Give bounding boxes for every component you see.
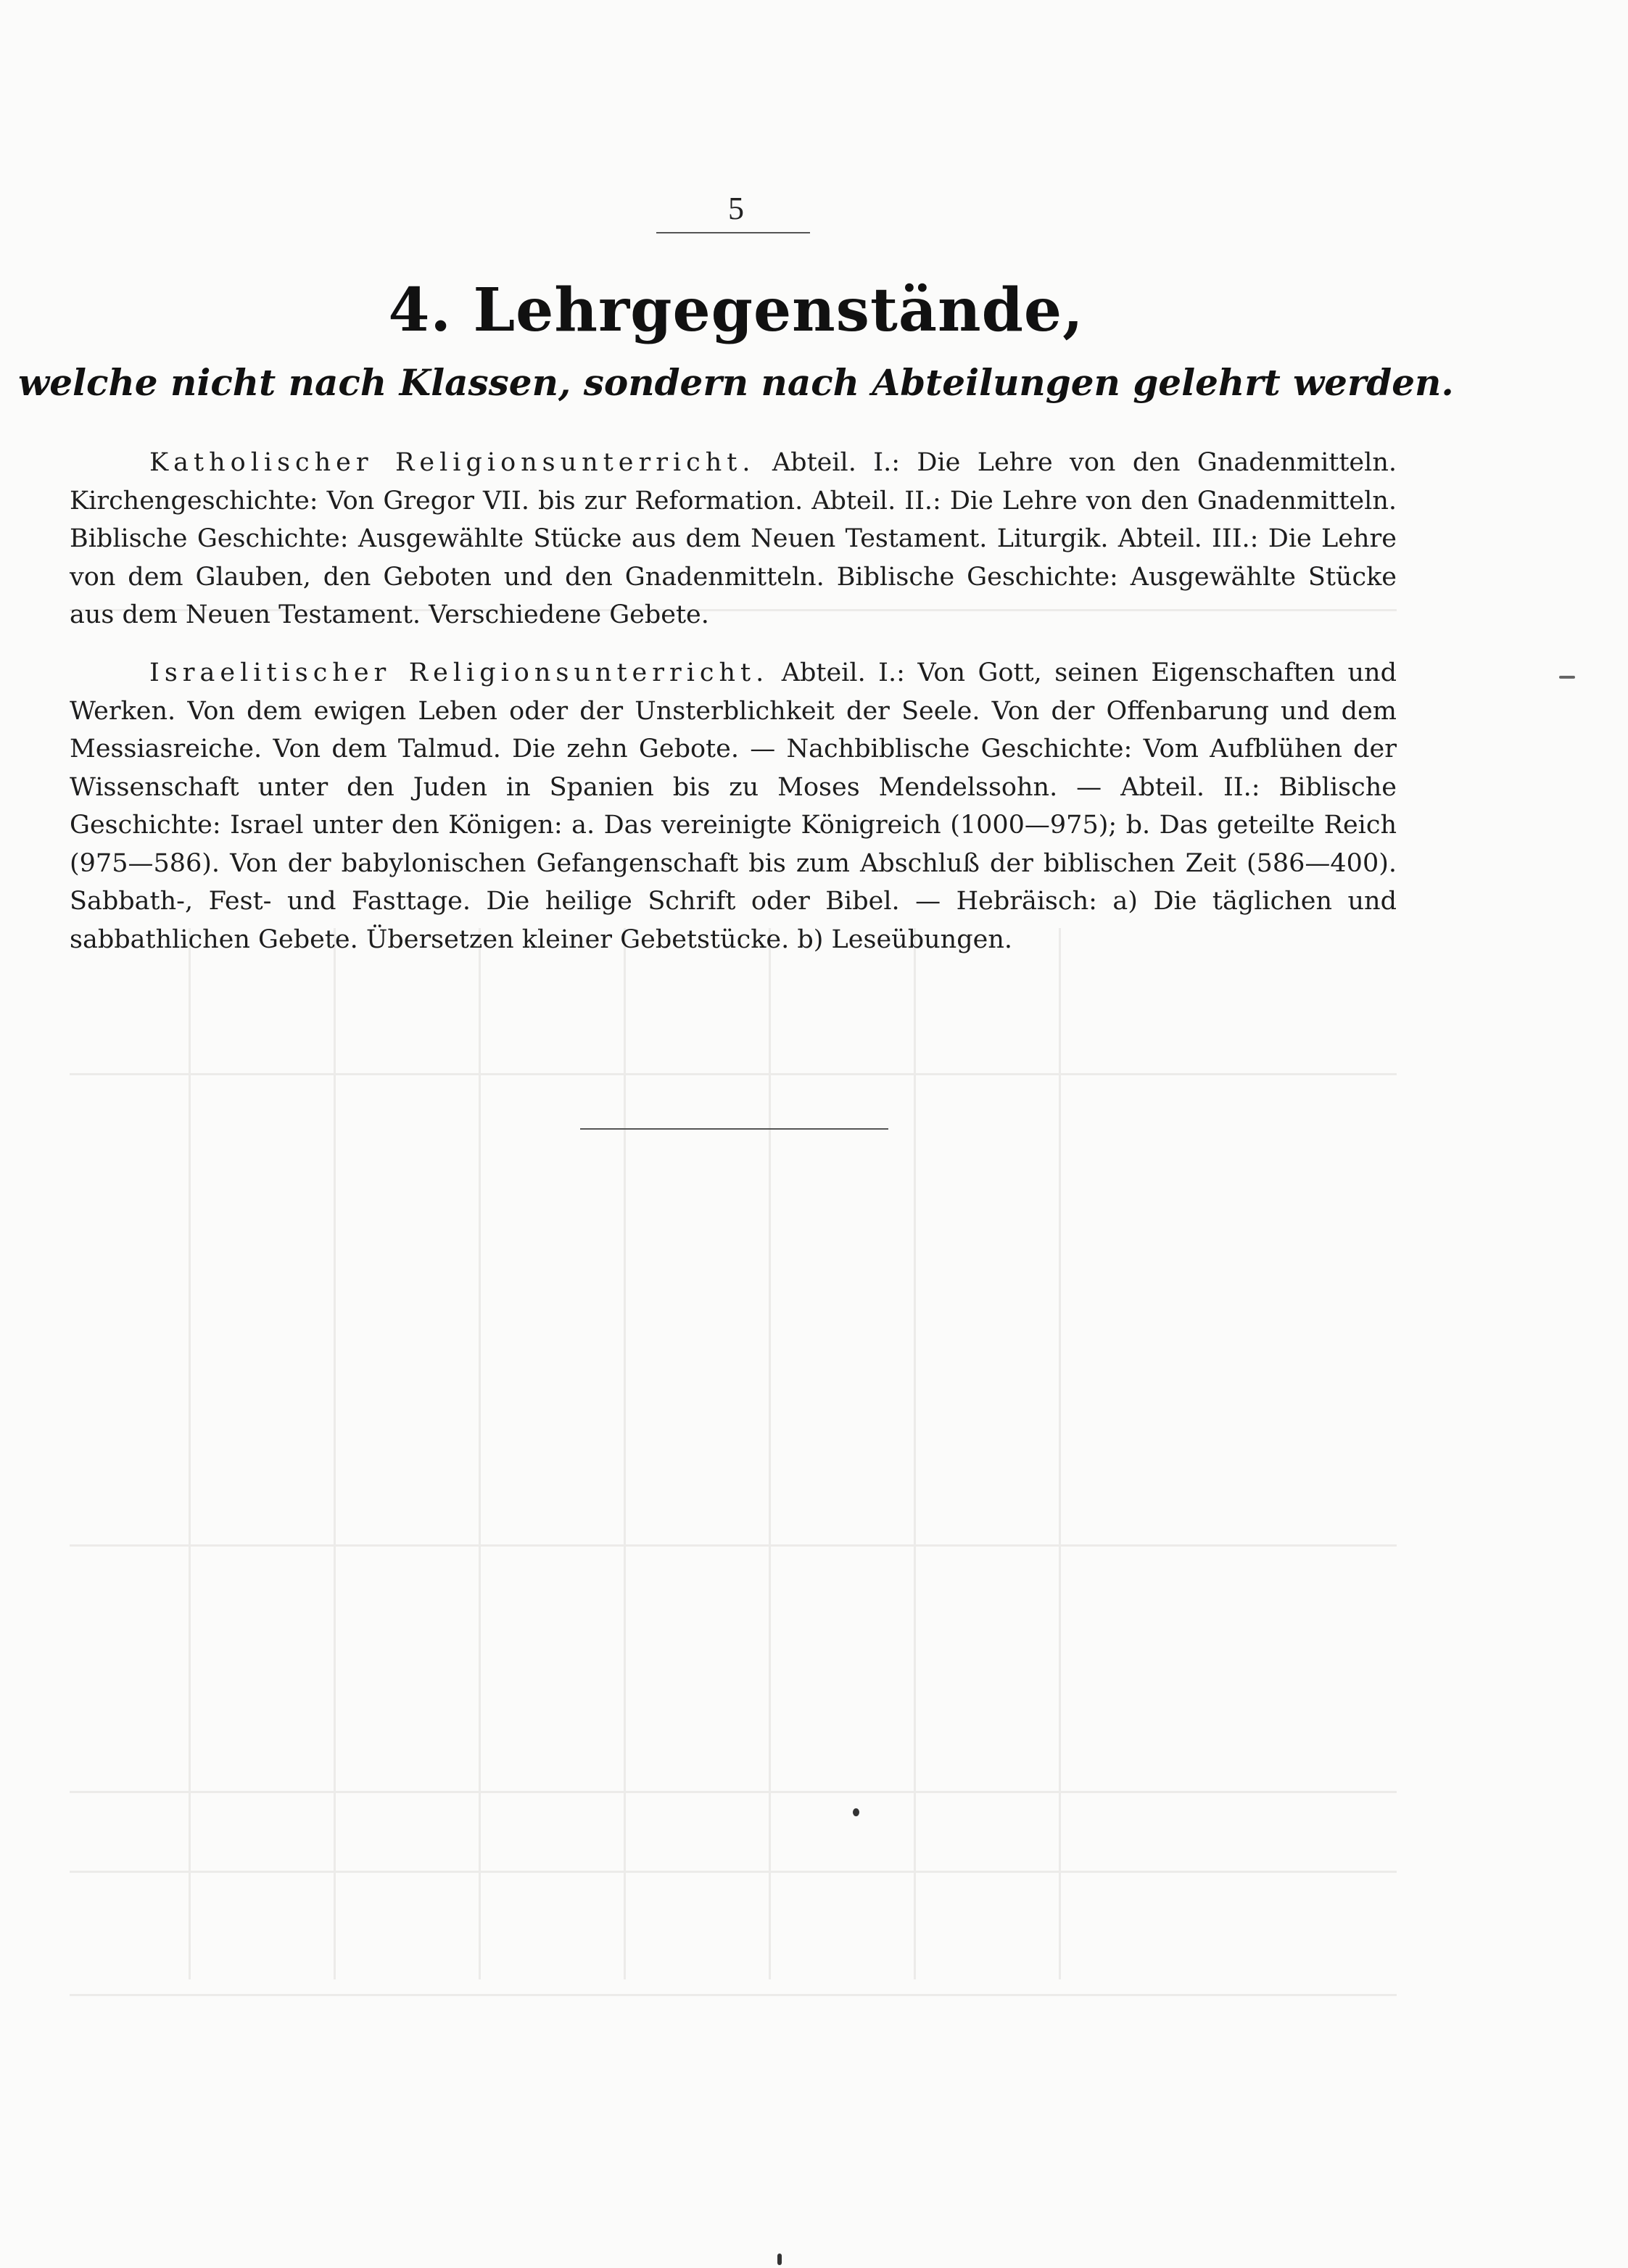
jewish-religion-text: Abteil. I.: Von Gott, seinen Eigenschaften und Werken. Von dem ewigen Leben oder der Unsterblichkeit der Seele. Von der Offenbarung und dem Messiasreiche. Von dem Talmud. Die zehn Gebote. — Nachbiblische Geschichte: Vom Aufblühen der Wissenschaft unter den Juden in Spanien bis zu Moses Mendelssohn. — Abteil. II.: Biblische Geschichte: Israel unter den Königen: a. Das vereinigte Königreich (1000—975); b. Das geteilte Reich (975—586). Von der babylonischen Gefangenschaft bis zum Abschluß der biblischen Zeit (586—400). Sabbath-, Fest- und Fasttage. Die heilige Schrift oder Bibel. — Hebräisch: a) Die täglichen und sabbathlichen Gebete. Übersetzen kleiner Gebetstücke. b) Leseübungen. (70, 658, 1397, 954)
print-speck (1559, 676, 1575, 679)
section-heading: 4. Lehrgegenstände, (388, 276, 1084, 345)
catholic-religion-label: Katholischer Religionsunterricht. (149, 448, 756, 477)
catholic-religion-section (70, 444, 1397, 634)
catholic-religion-text: Abteil. I.: Die Lehre von den Gnadenmitteln. Kirchengeschichte: Von Gregor VII. bis zur Reformation. Abteil. II.: Die Lehre von den Gnadenmitteln. Biblische Geschichte: Ausgewählte Stücke aus dem Neuen Testament. Liturgik. Abteil. III.: Die Lehre von dem Glauben, den Geboten und den Gnadenmitteln. Biblische Geschichte: Ausgewählte Stücke aus dem Neuen Testament. Verschiedene Gebete. (70, 448, 1397, 629)
page-number-rule (656, 232, 810, 233)
catholic-religion-paragraph (70, 444, 1397, 634)
closing-rule (580, 1128, 888, 1130)
jewish-religion-label: Israelitischer Religionsunterricht. (149, 658, 769, 687)
section-subheading: welche nicht nach Klassen, sondern nach Abteilungen gelehrt werden. (18, 361, 1454, 404)
print-speck (777, 2253, 782, 2265)
jewish-religion-paragraph (70, 654, 1397, 959)
jewish-religion-section (70, 654, 1397, 959)
page-number: 5 (728, 191, 744, 226)
print-speck (853, 1808, 859, 1816)
